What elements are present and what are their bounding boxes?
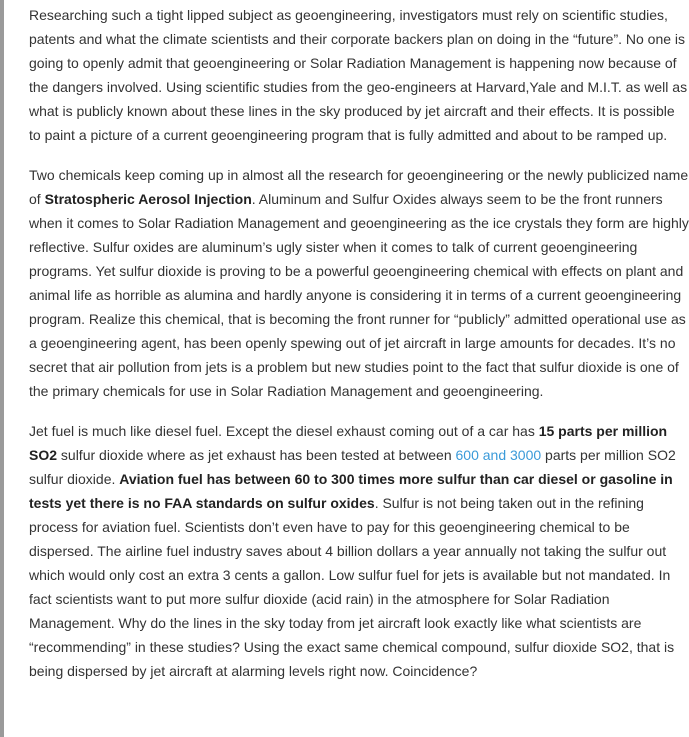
- paragraph-chemicals: [29, 163, 689, 403]
- paragraph-text: Jet fuel is much like diesel fuel. Except the diesel exhaust coming out of a car has: [29, 423, 539, 439]
- paragraph-text: parts per million SO2 sulfur dioxide.: [29, 447, 676, 487]
- bold-diesel-so2-figure: 15 parts per million SO2: [29, 423, 668, 463]
- paragraph-text: Two chemicals keep coming up in almost all the research for geoengineering or the newly publicized name of: [29, 167, 689, 207]
- link-600-and-3000[interactable]: 600 and 3000: [455, 447, 542, 463]
- bold-term-stratospheric-aerosol-injection: Stratospheric Aerosol Injection: [44, 191, 252, 207]
- paragraph-text: Researching such a tight lipped subject as geoengineering, investigators must rely on scientific studies, patents and what the climate scientists and their corporate backers plan on doing in the “future”. No one is going to openly admit that geoengineering or Solar Radiation Management is happening now because of the dangers involved. Using scientific studies from the geo-engineers at Harvard,Yale and M.I.T. as well as what is publicly known about these lines in the sky produced by jet aircraft and their effects. It is possible to paint a picture of a current geoengineering program that is fully admitted and about to be ramped up.: [29, 7, 688, 143]
- bold-aviation-fuel-statement: Aviation fuel has between 60 to 300 times more sulfur than car diesel or gasoline in tests yet there is no FAA standards on sulfur oxides: [29, 471, 673, 511]
- article-body: [29, 3, 689, 699]
- paragraph-intro: [29, 3, 689, 147]
- left-border-rule: [0, 0, 4, 737]
- paragraph-text: sulfur dioxide where as jet exhaust has been tested at between: [57, 447, 456, 463]
- paragraph-text: . Aluminum and Sulfur Oxides always seem to be the front runners when it comes to Solar Radiation Management and geoengineering as the ice crystals they form are highly reflective. Sulfur oxides are aluminum’s ugly sister when it comes to talk of current geoengineering programs. Yet sulfur dioxide is proving to be a powerful geoengineering chemical with effects on plant and animal life as horrible as alumina and hardly anyone is considering it in terms of a current geoengineering program. Realize this chemical, that is becoming the front runner for “publicly” admitted operational use as a geoengineering agent, has been openly spewing out of jet aircraft in large amounts for decades. It’s no secret that air pollution from jets is a problem but new studies point to the fact that sulfur dioxide is one of the primary chemicals for use in Solar Radiation Management and geoengineering.: [29, 191, 689, 399]
- paragraph-jet-fuel: [29, 419, 689, 683]
- paragraph-text: . Sulfur is not being taken out in the refining process for aviation fuel. Scientists don’t even have to pay for this geoengineering chemical to be dispersed. The airline fuel industry saves about 4 billion dollars a year annually not taking the sulfur out which would only cost an extra 3 cents a gallon. Low sulfur fuel for jets is available but not mandated. In fact scientists want to put more sulfur dioxide (acid rain) in the atmosphere for Solar Radiation Management. Why do the lines in the sky today from jet aircraft look exactly like what scientists are “recommending” in these studies? Using the exact same chemical compound, sulfur dioxide SO2, that is being dispersed by jet aircraft at alarming levels right now. Coincidence?: [29, 495, 675, 679]
